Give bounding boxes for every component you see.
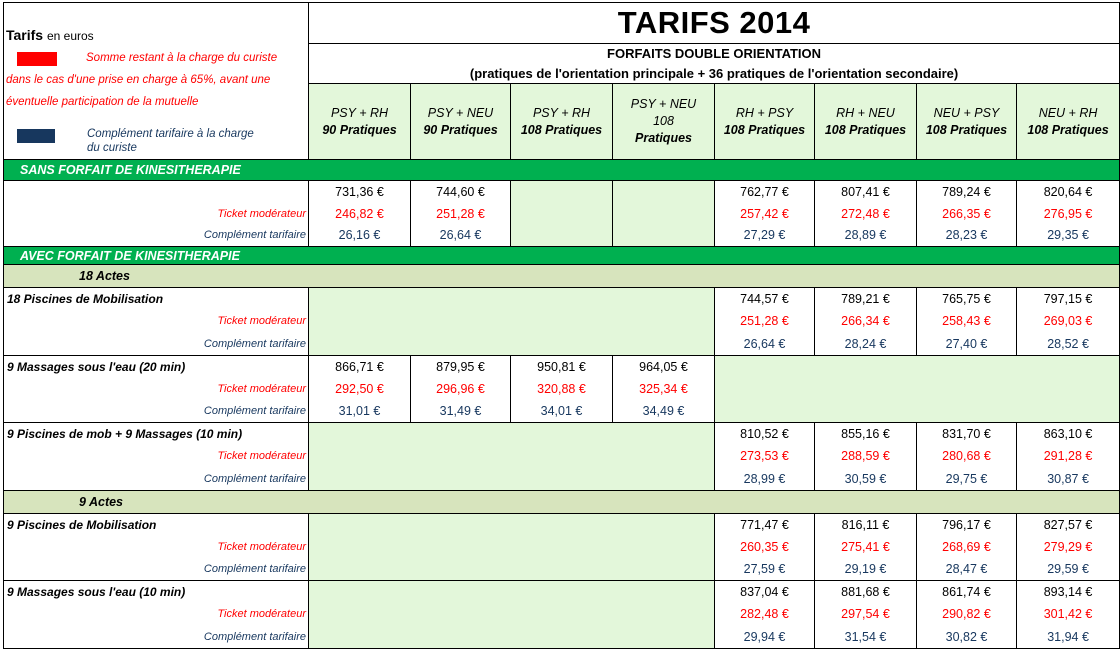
price-cell: 266,34 € [815, 310, 917, 333]
price-cell: 26,64 € [411, 225, 511, 247]
legend-red-line2: dans le cas d'une prise en charge à 65%, avant une [6, 74, 271, 86]
price-cell: 879,95 € [411, 355, 511, 378]
complement-label: Complément tarifaire [4, 400, 309, 423]
column-header: RH + NEU 108 Pratiques [815, 84, 917, 160]
red-swatch [17, 52, 57, 66]
price-cell: 297,54 € [815, 603, 917, 626]
price-cell: 28,24 € [815, 333, 917, 356]
section-header-sans: SANS FORFAIT DE KINESITHERAPIE [4, 160, 1120, 181]
price-cell: 30,59 € [815, 468, 917, 491]
group-label: 18 Piscines de Mobilisation [4, 288, 309, 311]
price-cell: 28,23 € [917, 225, 1017, 247]
empty-cell [309, 310, 715, 333]
price-cell: 268,69 € [917, 536, 1017, 559]
price-cell: 258,43 € [917, 310, 1017, 333]
price-cell: 31,94 € [1017, 626, 1120, 649]
blue-swatch [17, 129, 55, 143]
price-cell: 820,64 € [1017, 181, 1120, 203]
empty-cell [309, 288, 715, 311]
page-title: TARIFS 2014 [309, 3, 1120, 44]
price-cell: 246,82 € [309, 203, 411, 225]
ticket-label: Ticket modérateur [4, 445, 309, 468]
tarifs-table [3, 2, 1120, 649]
legend-red-line3: éventuelle participation de la mutuelle [6, 96, 199, 108]
complement-label: Complément tarifaire [4, 333, 309, 356]
price-cell: 893,14 € [1017, 581, 1120, 604]
price-cell: 855,16 € [815, 423, 917, 446]
group-label: 9 Piscines de Mobilisation [4, 513, 309, 536]
price-cell: 964,05 € [613, 355, 715, 378]
price-cell: 301,42 € [1017, 603, 1120, 626]
ticket-label: Ticket modérateur [4, 536, 309, 559]
price-cell: 810,52 € [715, 423, 815, 446]
price-cell [613, 225, 715, 247]
price-cell: 816,11 € [815, 513, 917, 536]
empty-cell [309, 513, 715, 536]
empty-cell [309, 626, 715, 649]
price-cell: 744,57 € [715, 288, 815, 311]
price-cell: 29,75 € [917, 468, 1017, 491]
price-cell: 861,74 € [917, 581, 1017, 604]
column-header: RH + PSY 108 Pratiques [715, 84, 815, 160]
price-cell: 292,50 € [309, 378, 411, 401]
empty-cell [715, 378, 1120, 401]
price-cell: 28,89 € [815, 225, 917, 247]
price-cell: 34,49 € [613, 400, 715, 423]
complement-label: Complément tarifaire [4, 558, 309, 581]
price-cell: 807,41 € [815, 181, 917, 203]
price-cell: 290,82 € [917, 603, 1017, 626]
complement-label: Complément tarifaire [4, 626, 309, 649]
price-cell: 26,64 € [715, 333, 815, 356]
complement-label: Complément tarifaire [4, 468, 309, 491]
price-cell: 744,60 € [411, 181, 511, 203]
price-cell: 266,35 € [917, 203, 1017, 225]
price-cell: 28,99 € [715, 468, 815, 491]
legend-blue-line1: Complément tarifaire à la charge [87, 128, 254, 140]
legend-title: Tarifs en euros [6, 27, 94, 43]
price-cell [511, 181, 613, 203]
price-cell [511, 225, 613, 247]
subtitle: FORFAITS DOUBLE ORIENTATION [309, 44, 1120, 64]
price-cell [613, 181, 715, 203]
price-cell: 29,94 € [715, 626, 815, 649]
column-header: PSY + NEU 108 Pratiques [613, 84, 715, 160]
empty-cell [309, 536, 715, 559]
price-cell: 789,21 € [815, 288, 917, 311]
price-cell: 291,28 € [1017, 445, 1120, 468]
price-cell: 827,57 € [1017, 513, 1120, 536]
price-cell: 863,10 € [1017, 423, 1120, 446]
empty-cell [309, 468, 715, 491]
ticket-label: Ticket modérateur [4, 310, 309, 333]
price-cell: 731,36 € [309, 181, 411, 203]
price-cell: 31,49 € [411, 400, 511, 423]
price-cell: 279,29 € [1017, 536, 1120, 559]
price-cell: 771,47 € [715, 513, 815, 536]
column-header: PSY + RH 90 Pratiques [309, 84, 411, 160]
price-cell: 797,15 € [1017, 288, 1120, 311]
column-header: PSY + RH 108 Pratiques [511, 84, 613, 160]
price-cell: 789,24 € [917, 181, 1017, 203]
empty-cell [309, 603, 715, 626]
price-cell: 273,53 € [715, 445, 815, 468]
legend-panel [4, 3, 309, 160]
price-cell: 276,95 € [1017, 203, 1120, 225]
price-cell [511, 203, 613, 225]
price-cell: 325,34 € [613, 378, 715, 401]
price-cell: 30,82 € [917, 626, 1017, 649]
legend-blue-line2: du curiste [87, 142, 137, 154]
group-label: 9 Massages sous l'eau (10 min) [4, 581, 309, 604]
column-header: NEU + RH 108 Pratiques [1017, 84, 1120, 160]
price-cell: 831,70 € [917, 423, 1017, 446]
price-cell: 251,28 € [715, 310, 815, 333]
empty-cell [309, 333, 715, 356]
column-header: NEU + PSY 108 Pratiques [917, 84, 1017, 160]
price-cell: 282,48 € [715, 603, 815, 626]
group-label: 9 Piscines de mob + 9 Massages (10 min) [4, 423, 309, 446]
price-cell: 257,42 € [715, 203, 815, 225]
subsection-18-actes: 18 Actes [4, 265, 1120, 288]
price-cell: 765,75 € [917, 288, 1017, 311]
price-cell: 29,59 € [1017, 558, 1120, 581]
price-cell: 28,47 € [917, 558, 1017, 581]
price-cell: 866,71 € [309, 355, 411, 378]
price-cell: 31,01 € [309, 400, 411, 423]
legend-red-line1: Somme restant à la charge du curiste [86, 52, 278, 64]
price-cell: 272,48 € [815, 203, 917, 225]
price-cell: 796,17 € [917, 513, 1017, 536]
price-cell: 762,77 € [715, 181, 815, 203]
ticket-label: Ticket modérateur [4, 603, 309, 626]
price-cell: 34,01 € [511, 400, 613, 423]
empty-cell [309, 558, 715, 581]
subtitle2: (pratiques de l'orientation principale + 36 pratiques de l'orientation secondaire) [309, 64, 1120, 84]
ticket-label: Ticket modérateur [4, 203, 309, 225]
price-cell: 275,41 € [815, 536, 917, 559]
price-cell: 269,03 € [1017, 310, 1120, 333]
price-cell: 27,29 € [715, 225, 815, 247]
column-header: PSY + NEU 90 Pratiques [411, 84, 511, 160]
complement-label: Complément tarifaire [4, 225, 309, 247]
price-cell: 31,54 € [815, 626, 917, 649]
price-cell: 881,68 € [815, 581, 917, 604]
price-cell: 296,96 € [411, 378, 511, 401]
price-cell: 28,52 € [1017, 333, 1120, 356]
price-cell: 320,88 € [511, 378, 613, 401]
price-cell: 29,35 € [1017, 225, 1120, 247]
section-header-avec: AVEC FORFAIT DE KINESITHERAPIE [4, 247, 1120, 265]
empty-cell [309, 581, 715, 604]
price-cell: 288,59 € [815, 445, 917, 468]
row-label [4, 181, 309, 203]
price-cell: 280,68 € [917, 445, 1017, 468]
empty-cell [309, 423, 715, 446]
price-cell: 27,40 € [917, 333, 1017, 356]
group-label: 9 Massages sous l'eau (20 min) [4, 355, 309, 378]
price-cell: 950,81 € [511, 355, 613, 378]
ticket-label: Ticket modérateur [4, 378, 309, 401]
price-cell: 29,19 € [815, 558, 917, 581]
price-cell: 27,59 € [715, 558, 815, 581]
empty-cell [309, 445, 715, 468]
price-cell [613, 203, 715, 225]
price-cell: 251,28 € [411, 203, 511, 225]
empty-cell [715, 355, 1120, 378]
subsection-9-actes: 9 Actes [4, 490, 1120, 513]
empty-cell [715, 400, 1120, 423]
price-cell: 837,04 € [715, 581, 815, 604]
price-cell: 26,16 € [309, 225, 411, 247]
price-cell: 30,87 € [1017, 468, 1120, 491]
price-cell: 260,35 € [715, 536, 815, 559]
